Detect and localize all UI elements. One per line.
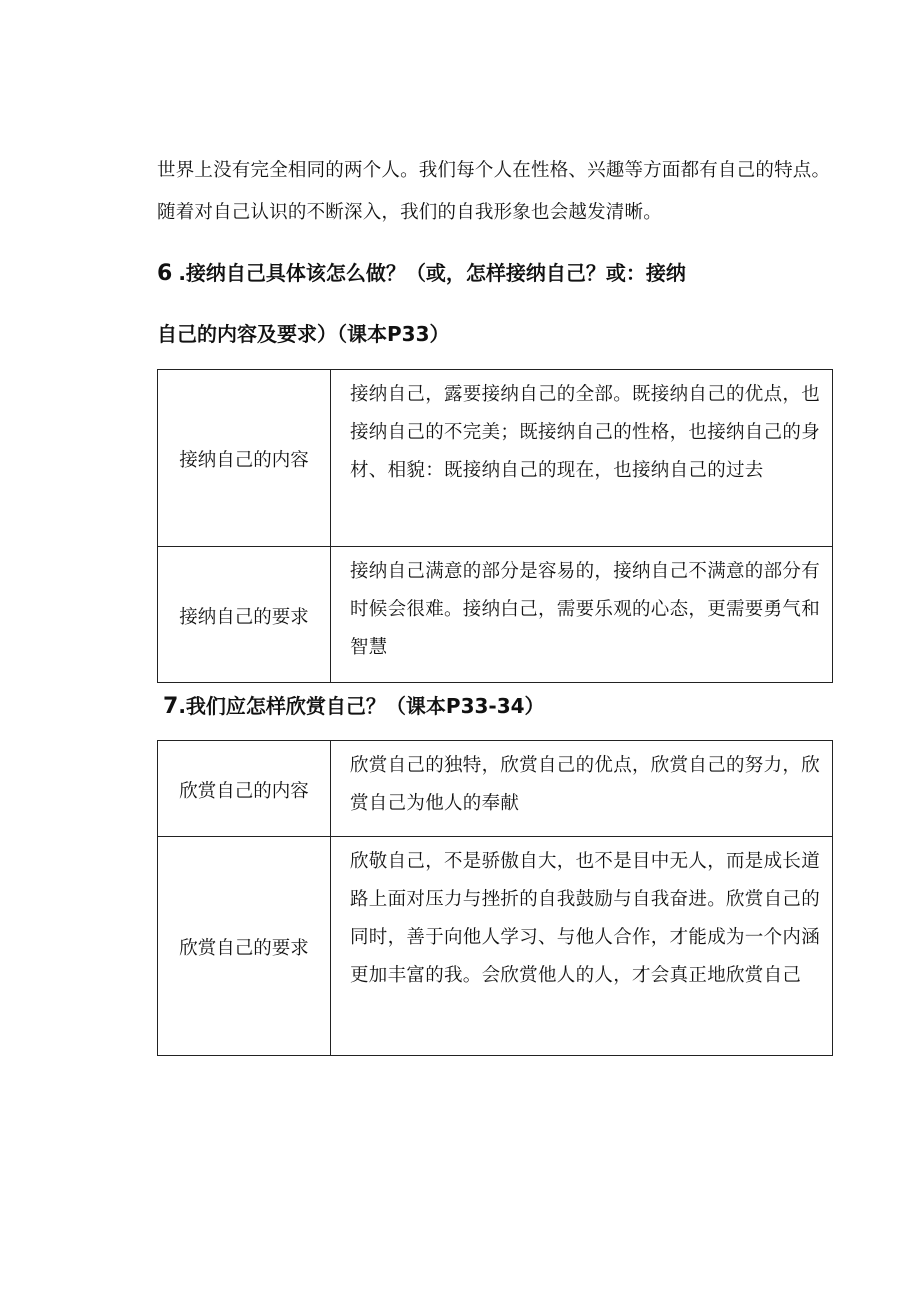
section-6-number: 6 (157, 261, 173, 286)
section-7-heading (163, 690, 545, 719)
accept-content-label: 接纳自己的内容 (158, 370, 331, 547)
section-6-title-line-2: 自己的内容及要求）（课本P33） (157, 322, 450, 346)
table-row (158, 547, 833, 683)
appreciate-self-table (157, 740, 833, 1056)
appreciate-requirement-label: 欣赏自己的要求 (158, 837, 331, 1056)
intro-paragraph: 世界上没有完全相同的两个人。我们每个人在性格、兴趣等方面都有自己的特点。随着对自己认识的不断深入，我们的自我形象也会越发清晰。 (157, 160, 831, 223)
accept-content-text: 接纳自己，露要接纳自己的全部。既接纳自己的优点，也接纳自己的不完美；既接纳自己的性格，也接纳自己的身材、相貌：既接纳自己的现在，也接纳自己的过去 (331, 370, 833, 547)
section-6-heading-line-1 (157, 257, 686, 286)
appreciate-content-label: 欣赏自己的内容 (158, 741, 331, 837)
section-6-heading-line-2 (157, 318, 450, 347)
accept-requirement-text: 接纳自己满意的部分是容易的，接纳自己不满意的部分有时候会很难。接纳白己，需要乐观的心态，更需要勇气和智慧 (331, 547, 833, 683)
accept-requirement-label: 接纳自己的要求 (158, 547, 331, 683)
section-6-title-line-1: .接纳自己具体该怎么做？（或，怎样接纳自己？或：接纳 (178, 261, 686, 285)
table-row (158, 370, 833, 547)
accept-self-table (157, 369, 833, 683)
table-row (158, 741, 833, 837)
section-7-title: .我们应怎样欣赏自己？（课本P33-34） (178, 694, 545, 718)
appreciate-requirement-text: 欣敬自己，不是骄傲自大，也不是目中无人，而是成长道路上面对压力与挫折的自我鼓励与自我奋进。欣赏自己的同时，善于向他人学习、与他人合作，才能成为一个内涵更加丰富的我。会欣赏他人的人，才会真正地欣赏自己 (331, 837, 833, 1056)
section-7-number: 7 (163, 694, 179, 719)
appreciate-content-text: 欣赏自己的独特，欣赏自己的优点，欣赏自己的努力，欣赏自己为他人的奉献 (331, 741, 833, 837)
table-row (158, 837, 833, 1056)
